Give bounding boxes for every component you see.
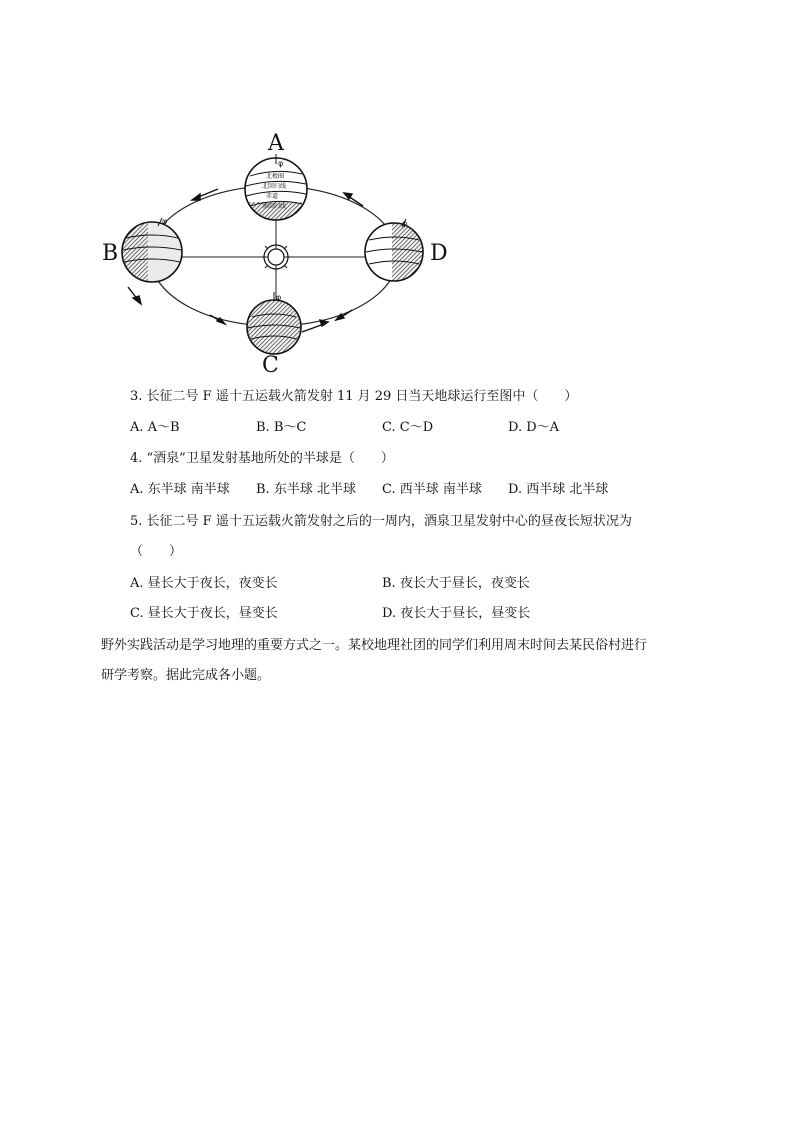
question-3-option-a[interactable]: A. A～B [130, 420, 180, 435]
label-b: B [102, 241, 119, 266]
svg-text:φ: φ [402, 219, 408, 228]
globe-a-line-4: 南回归线 [262, 203, 287, 210]
question-5-option-a[interactable]: A. 昼长大于夜长，夜变长 [130, 576, 278, 591]
svg-text:φ: φ [162, 217, 168, 226]
question-3-stem: 3. 长征二号 F 遥十五运载火箭发射 11 月 29 日当天地球运行至图中（ ） [130, 389, 578, 404]
earth-orbit-diagram [90, 120, 470, 380]
question-4-stem: 4. “酒泉”卫星发射基地所处的半球是（ ） [130, 451, 394, 466]
question-4-option-c[interactable]: C. 西半球 南半球 [382, 482, 482, 497]
globe-a-line-1: 北极圈 [266, 173, 285, 180]
globe-b [118, 217, 188, 286]
label-a: A [268, 131, 284, 156]
passage-line-2: 研学考察。据此完成各小题。 [101, 668, 271, 683]
question-3-option-b[interactable]: B. B～C [256, 420, 307, 435]
globe-c [240, 292, 310, 360]
question-4-option-d[interactable]: D. 西半球 北半球 [508, 482, 609, 497]
question-5-stem: 5. 长征二号 F 遥十五运载火箭发射之后的一周内，酒泉卫星发射中心的昼夜长短状况为 [130, 514, 632, 529]
globe-a-line-3: 赤道 [266, 193, 279, 200]
question-5-option-d[interactable]: D. 夜长大于昼长，昼变长 [382, 606, 531, 621]
question-4-option-a[interactable]: A. 东半球 南半球 [130, 482, 230, 497]
globe-a-line-2: 北回归线 [262, 183, 287, 190]
question-5-option-b[interactable]: B. 夜长大于昼长，夜变长 [382, 576, 530, 591]
question-5-option-c[interactable]: C. 昼长大于夜长，昼变长 [130, 606, 278, 621]
label-d: D [430, 241, 448, 266]
question-4-option-b[interactable]: B. 东半球 北半球 [256, 482, 356, 497]
globe-a [240, 154, 320, 232]
passage-line-1: 野外实践活动是学习地理的重要方式之一。某校地理社团的同学们利用周末时间去某民俗村进行 [101, 638, 648, 653]
svg-text:φ: φ [278, 159, 284, 168]
question-3-option-d[interactable]: D. D～A [508, 420, 560, 435]
svg-text:φ: φ [276, 293, 282, 302]
globe-d [362, 219, 432, 286]
question-5-stem-continued: （ ） [130, 544, 183, 559]
label-c: C [262, 353, 279, 378]
question-3-option-c[interactable]: C. C～D [382, 420, 434, 435]
